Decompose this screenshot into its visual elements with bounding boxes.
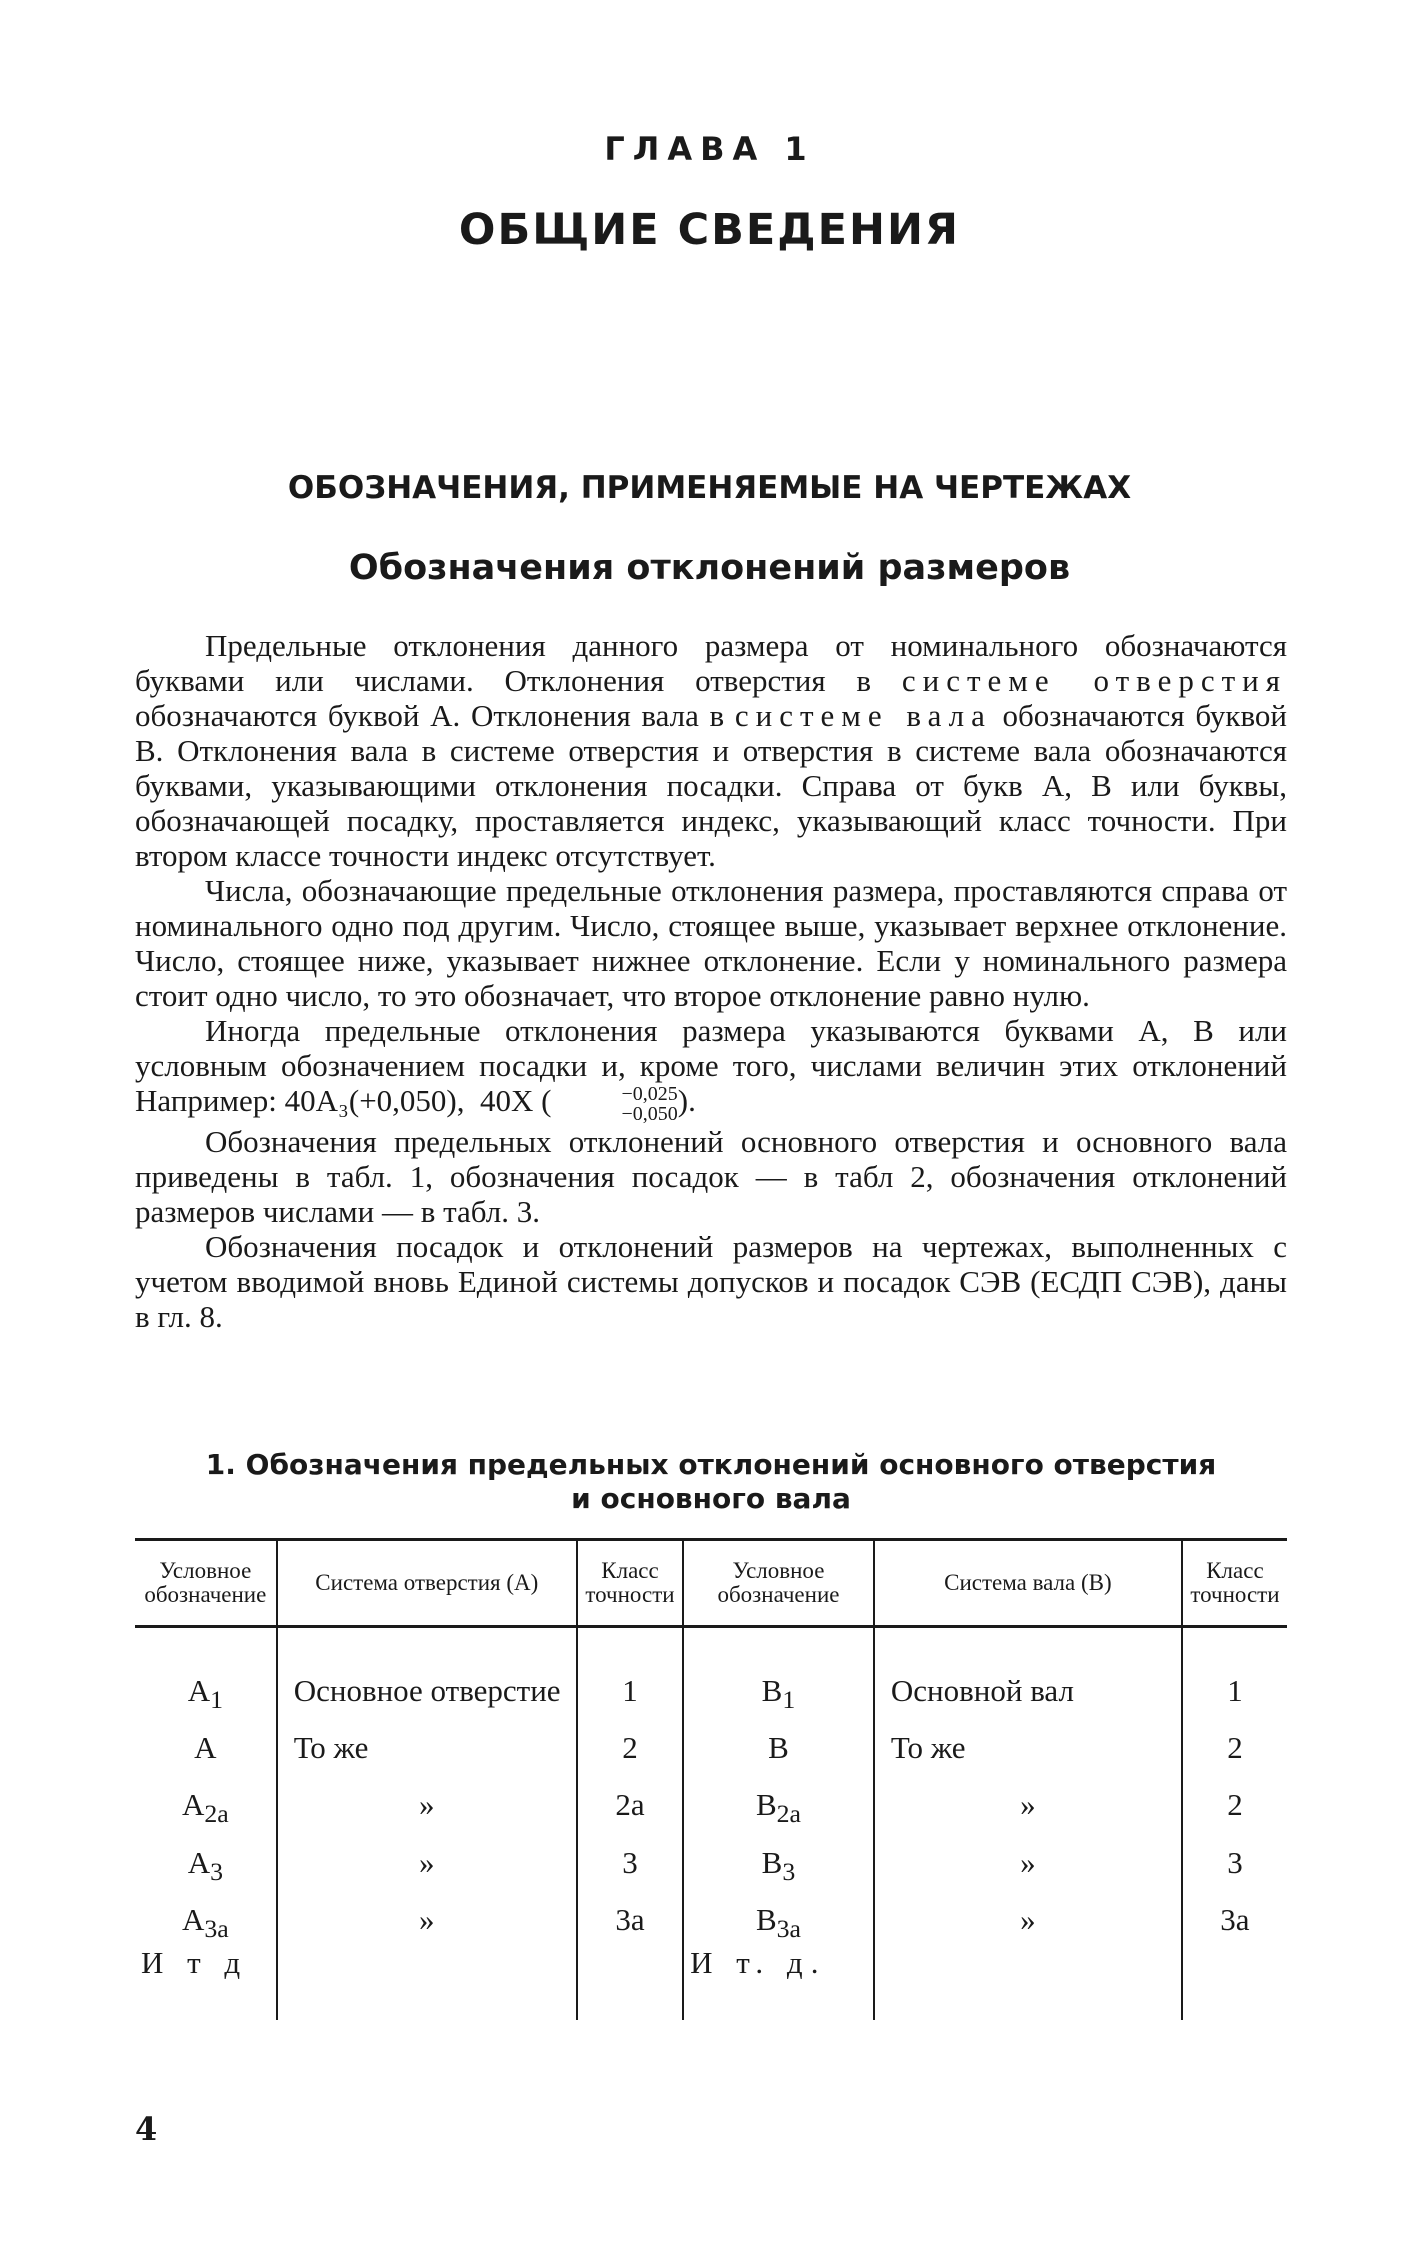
etc-note: И т д [141,1944,249,1980]
hole-class: 3а [577,1895,683,2020]
hole-symbol: $А_3$ [187,1844,223,1886]
shaft-class: 3а [1182,1895,1287,2020]
shaft-class: 3 [1182,1838,1287,1895]
paragraph-2: Числа, обозначающие предельные отклонения размера, проставляются справа от номинального одно под другим. Число, стоящее выше, указывает верхнее отклонение. Число, стоящее ниже, указывает нижнее отклонение. Если у номинального размера стоит одно число, то это обозначает, что второе отклонение равно нулю. [135,873,1287,1013]
hole-symbol: $А_1$ [187,1673,223,1715]
shaft-name: То же [874,1723,1182,1780]
hole-symbol: А [194,1730,217,1766]
body-text [135,628,1287,1334]
hole-class: 3 [577,1838,683,1895]
shaft-class: 2 [1182,1723,1287,1780]
shaft-symbol: $В_3$ [683,1838,874,1895]
chapter-label: ГЛАВА 1 [604,130,815,168]
paragraph-4: Обозначения предельных отклонений основного отверстия и основного вала приведены в табл. 1, обозначения посадок — в табл 2, обозначения отклонений размеров числами — в табл. 3. [135,1123,1287,1229]
table-header-row [135,1540,1287,1627]
page-number: 4 [135,2110,158,2148]
paragraph-3: Иногда предельные отклонения размера указываются буквами А, В или условным обозначением посадки и, кроме того, числами величин этих отклонений Например: 40А₃(+0,050), 40Х ( −0,025 −0,050 ). [135,1013,1287,1125]
shaft-name: » [874,1895,1182,2020]
shaft-symbol: $В_{2а}$ [683,1780,874,1837]
shaft-name: » [874,1780,1182,1837]
hole-name: » [277,1838,577,1895]
paragraph-5: Обозначения посадок и отклонений размеров на чертежах, выполненных с учетом вводимой вновь Единой системы допусков и посадок СЭВ (ЕСДП СЭВ), даны в гл. 8. [135,1228,1287,1334]
shaft-symbol: $В_1$ [683,1627,874,1724]
section-heading: ОБОЗНАЧЕНИЯ, ПРИМЕНЯЕМЫЕ НА ЧЕРТЕЖАХ [287,470,1132,506]
header-cell: Класс точности [577,1540,683,1627]
example-1: 40А₃(+0,050), [284,1083,465,1118]
shaft-class: 1 [1182,1627,1287,1724]
hole-class: 1 [577,1627,683,1724]
table-row [135,1723,1287,1780]
chapter-title: ОБЩИЕ СВЕДЕНИЯ [458,205,961,255]
hole-name: » [277,1895,577,2020]
shaft-class: 2 [1182,1780,1287,1837]
header-cell: Класс точности [1182,1540,1287,1627]
subsection-heading: Обозначения отклонений размеров [348,548,1071,588]
spaced-term: системе отверстия [901,663,1287,698]
header-cell: Система отверстия (А) [277,1540,577,1627]
hole-class: 2 [577,1723,683,1780]
table-caption: 1. Обозначения предельных отклонений основного отверстия и основного вала [205,1448,1217,1515]
hole-name: То же [277,1723,577,1780]
deviation-fraction: −0,025 −0,050 [621,1082,678,1125]
deviation-table [135,1538,1287,2020]
table-row [135,1838,1287,1895]
shaft-name: Основной вал [874,1627,1182,1724]
table-row [135,1895,1287,2020]
header-cell: Условное обозначение [683,1540,874,1627]
hole-name: » [277,1780,577,1837]
shaft-name: » [874,1838,1182,1895]
paragraph-1: Предельные отклонения данного размера от номинального обозначаются буквами или числами. Отклонения отверстия в системе отверстия обозначаются буквой А. Отклонения вала в системе вала обозначаются буквой В. Отклонения вала в системе отверстия и отверстия в системе вала обозначаются буквами, указывающими отклонения посадки. Справа от букв А, В или буквы, обозначающей посадку, проставляется индекс, указывающий класс точности. При втором классе точности индекс отсутствует. [135,628,1288,873]
table-row [135,1627,1287,1724]
hole-name: Основное отверстие [277,1627,577,1724]
shaft-symbol: В [683,1723,874,1780]
etc-note: И т. д. [690,1944,827,1980]
header-cell: Система вала (В) [874,1540,1182,1627]
spaced-term: системе вала [734,698,992,733]
hole-symbol: $А_{3а}$ И т д [135,1895,277,2020]
example-2: 40Х ( −0,025 −0,050 ). [480,1082,696,1125]
table-row [135,1780,1287,1837]
shaft-symbol: $В_{3а}$ И т. д. [683,1895,874,2020]
header-cell: Условное обозначение [135,1540,277,1627]
hole-symbol: $А_{2а}$ [181,1787,229,1829]
hole-class: 2а [577,1780,683,1837]
